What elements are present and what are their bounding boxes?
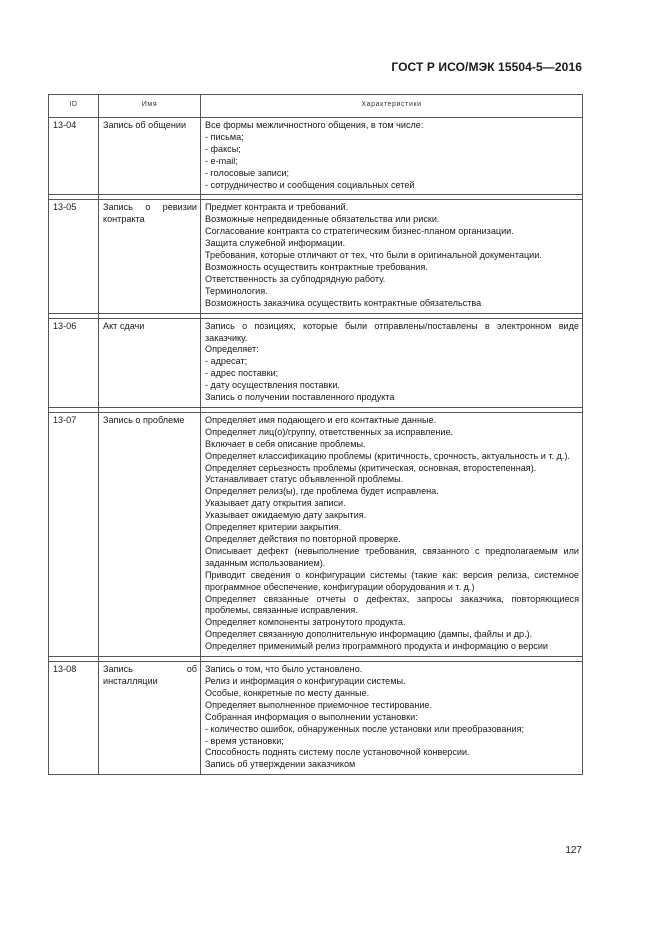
characteristic-line: Запись о позициях, которые были отправлены/поставлены в электронном виде заказчику. [205,320,579,343]
characteristics-table [48,94,583,775]
characteristic-line: - время установки; [205,735,284,746]
characteristic-line: Особые, конкретные по месту данные. [205,687,370,698]
cell-id: 13-04 [49,118,99,195]
characteristic-line: Определяет релиз(ы), где проблема будет исправлена. [205,486,439,497]
table-header-row [49,95,583,118]
characteristic-line: Определяет лиц(о)/группу, ответственных за исправление. [205,426,454,437]
characteristic-line: Определяет критерии закрытия. [205,522,342,533]
characteristic-line: Определяет серьезность проблемы (критическая, основная, второстепенная). [205,462,537,473]
characteristic-line: Согласование контракта со стратегическим бизнес-планом организации. [205,226,514,237]
characteristic-line: Собранная информация о выполнении установки: [205,711,418,722]
cell-id: 13-05 [49,200,99,313]
table-row [49,118,583,195]
table-row [49,412,583,656]
characteristic-line: - сотрудничество и сообщения социальных сетей [205,179,415,190]
table-row [49,200,583,313]
table-body [49,118,583,775]
cell-characteristics [201,118,583,195]
page-number: 127 [565,845,582,856]
characteristic-line: Определяет связанные отчеты о дефектах, запросы заказчика, повторяющиеся проблемы, связанные исправления. [205,593,579,616]
characteristic-line: Определяет имя подающего и его контактные данные. [205,414,437,425]
characteristic-line: - голосовые записи; [205,167,290,178]
cell-id: 13-06 [49,318,99,407]
cell-name: Запись об общении [99,118,201,195]
characteristic-line: Запись об утверждении заказчиком [205,759,356,770]
characteristic-line: - адрес поставки; [205,368,279,379]
characteristic-line: Включает в себя описание проблемы. [205,438,366,449]
characteristic-line: Запись о получении поставленного продукта [205,392,395,403]
characteristic-line: Способность поднять систему после установочной конверсии. [205,747,470,758]
characteristic-line: Определяет действия по повторной проверке. [205,534,401,544]
characteristic-line: - дату осуществления поставки. [205,380,340,391]
characteristic-line: Требования, которые отличают от тех, что были в оригинальной документации. [205,250,542,261]
cell-characteristics [201,412,583,656]
characteristic-line: Определяет классификацию проблемы (критичность, срочность, актуальность и т. д.). [205,450,570,461]
characteristic-line: Описывает дефект (невыполнение требования, связанного с предполагаемым или заданным использованием). [205,545,579,568]
characteristic-line: Предмет контракта и требований. [205,202,349,213]
characteristic-line: Запись о том, что было установлено. [205,664,363,675]
characteristic-line: - письма; [205,131,244,142]
characteristic-line: Определяет: [205,344,259,355]
characteristic-line: Определяет выполненное приемочное тестирование. [205,699,433,710]
characteristic-line: Приводит сведения о конфигурации системы (такие как: версия релиза, системное программное обеспечение, конфигурации оборудования и т. д.) [205,569,579,592]
characteristic-line: Указывает ожидаемую дату закрытия. [205,510,367,521]
cell-id: 13-08 [49,662,99,775]
cell-name: Запись о ревизии контракта [99,200,201,313]
characteristic-line: Терминология. [205,285,268,296]
characteristic-line: - адресат; [205,356,248,367]
column-header-name: Имя [99,95,201,118]
cell-characteristics [201,200,583,313]
characteristic-line: - количество ошибок, обнаруженных после установки или преобразования; [205,723,524,734]
characteristic-line: Определяет применимый релиз программного продукта и информацию о версии [205,641,548,652]
column-header-characteristics: Характеристики [201,95,583,118]
column-header-id: ID [49,95,99,118]
characteristic-line: Ответственность за субподрядную работу. [205,273,386,284]
characteristic-line: Устанавливает статус объявленной проблемы. [205,474,404,485]
table-row [49,318,583,407]
cell-characteristics [201,662,583,775]
cell-id: 13-07 [49,412,99,656]
characteristic-line: Защита служебной информации. [205,238,346,249]
characteristic-line: Возможность заказчика осуществить контрактные обязательства [205,297,482,308]
cell-characteristics [201,318,583,407]
characteristic-line: Определяет компоненты затронутого продукта. [205,617,406,628]
characteristic-line: Определяет связанную дополнительную информацию (дампы, файлы и др.). [205,629,533,640]
characteristic-line: - e-mail; [205,155,238,166]
cell-name: Запись об инсталляции [99,662,201,775]
characteristic-line: - факсы; [205,143,241,154]
characteristic-line: Релиз и информация о конфигурации системы. [205,675,406,686]
characteristic-line: Возможность осуществить контрактные требования. [205,261,428,272]
characteristic-line: Возможные непредвиденные обязательства или риски. [205,214,440,225]
table-row [49,662,583,775]
cell-name: Запись о проблеме [99,412,201,656]
characteristic-line: Все формы межличностного общения, в том числе: [205,120,424,130]
cell-name: Акт сдачи [99,318,201,407]
document-standard-header: ГОСТ Р ИСО/МЭК 15504-5—2016 [391,60,582,74]
characteristic-line: Указывает дату открытия записи. [205,498,346,509]
